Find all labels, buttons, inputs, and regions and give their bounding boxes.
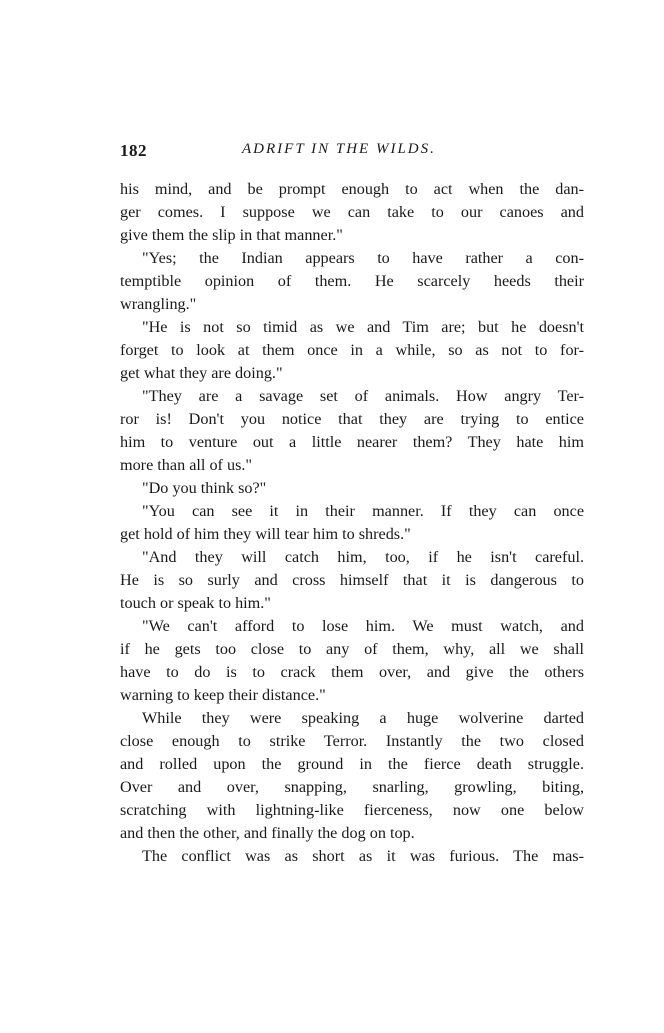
text-line: ger comes. I suppose we can take to our canoes and xyxy=(120,203,584,221)
text-line: him to venture out a little nearer them? They hate him xyxy=(120,433,584,451)
text-line: and rolled upon the ground in the fierce death struggle. xyxy=(120,755,584,773)
text-line: more than all of us." xyxy=(120,456,253,474)
text-line: "We can't afford to lose him. We must watch, and xyxy=(142,617,584,635)
text-line: warning to keep their distance." xyxy=(120,686,326,704)
text-line: have to do is to crack them over, and give the others xyxy=(120,663,584,681)
text-line: "They are a savage set of animals. How angry Ter- xyxy=(142,387,584,405)
page-number: 182 xyxy=(120,141,147,160)
text-line: The conflict was as short as it was furious. The mas- xyxy=(142,847,584,865)
text-line: "Yes; the Indian appears to have rather a con- xyxy=(142,249,584,267)
text-line: "You can see it in their manner. If they can once xyxy=(142,502,584,520)
text-line: temptible opinion of them. He scarcely heeds their xyxy=(120,272,584,290)
text-line: "And they will catch him, too, if he isn't careful. xyxy=(142,548,584,566)
body-text xyxy=(120,178,584,868)
text-line: "He is not so timid as we and Tim are; but he doesn't xyxy=(142,318,584,336)
text-line: "Do you think so?" xyxy=(142,479,267,497)
text-line: and then the other, and finally the dog on top. xyxy=(120,824,415,842)
text-line: ror is! Don't you notice that they are trying to entice xyxy=(120,410,584,428)
text-line: his mind, and be prompt enough to act when the dan- xyxy=(120,180,584,198)
text-line: scratching with lightning-like fierceness, now one below xyxy=(120,801,584,819)
text-line: wrangling." xyxy=(120,295,197,313)
running-title: ADRIFT IN THE WILDS. xyxy=(242,141,436,157)
text-line: if he gets too close to any of them, why, all we shall xyxy=(120,640,584,658)
text-line: He is so surly and cross himself that it is dangerous to xyxy=(120,571,584,589)
text-line: forget to look at them once in a while, so as not to for- xyxy=(120,341,584,359)
text-line: get hold of him they will tear him to shreds." xyxy=(120,525,411,543)
text-line: Over and over, snapping, snarling, growling, biting, xyxy=(120,778,584,796)
text-line: touch or speak to him." xyxy=(120,594,271,612)
text-line: While they were speaking a huge wolverine darted xyxy=(142,709,584,727)
text-line: close enough to strike Terror. Instantly the two closed xyxy=(120,732,584,750)
text-line: give them the slip in that manner." xyxy=(120,226,343,244)
text-line: get what they are doing." xyxy=(120,364,283,382)
